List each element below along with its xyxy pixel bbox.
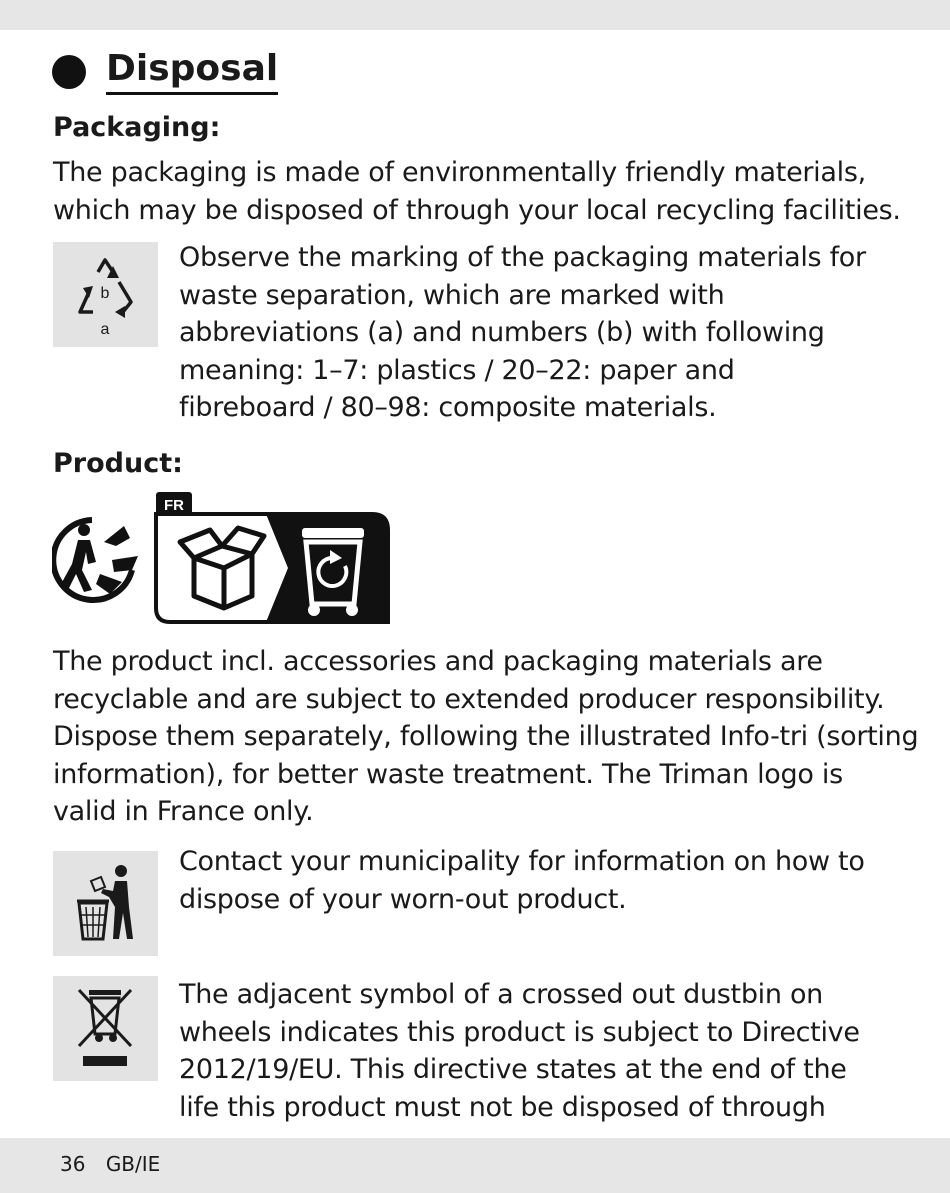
marking-text: Observe the marking of the packaging materials for waste separation, which are marked with abbreviations (a) and numbers (b) with following meaning: 1–7: plastics / 20–22: paper and fibreboard / 80–98: composite materials. xyxy=(179,242,866,423)
bullet-icon xyxy=(52,55,86,89)
product-heading: Product: xyxy=(53,448,183,479)
recycle-label-b: b xyxy=(100,285,110,302)
recycle-label-a: a xyxy=(100,321,110,338)
municipality-text: Contact your municipality for information on how to dispose of your worn-out product. xyxy=(179,846,865,915)
person-throwing-in-bin-icon xyxy=(53,851,158,956)
triman-logo-icon xyxy=(53,520,138,600)
infotri-badge-label: FR xyxy=(164,497,184,514)
packaging-intro: The packaging is made of environmentally friendly materials, which may be disposed of through your local recycling facilities. xyxy=(53,157,901,226)
infotri-panel xyxy=(156,492,388,622)
page-title: Disposal xyxy=(106,48,278,95)
crossed-out-wheelie-bin-icon xyxy=(53,976,158,1081)
box-icon xyxy=(180,528,264,608)
weee-text: The adjacent symbol of a crossed out dustbin on wheels indicates this product is subject to Directive 2012/19/EU. This directive states at the end of the life this product must not be disposed of through xyxy=(179,979,860,1123)
product-description: The product incl. accessories and packaging materials are recyclable and are subject to extended producer responsibility. Dispose them separately, following the illustrated Info-tri (sorting information), for better waste treatment. The Triman logo is valid in France only. xyxy=(53,646,919,827)
region-code: GB/IE xyxy=(105,1152,161,1176)
product-logos xyxy=(52,492,392,626)
recycling-triangle-icon xyxy=(53,242,158,347)
page-footer xyxy=(60,1152,174,1176)
packaging-heading: Packaging: xyxy=(53,112,221,143)
section-heading xyxy=(52,48,278,95)
page-number: 36 xyxy=(60,1152,86,1176)
top-band xyxy=(0,0,950,30)
